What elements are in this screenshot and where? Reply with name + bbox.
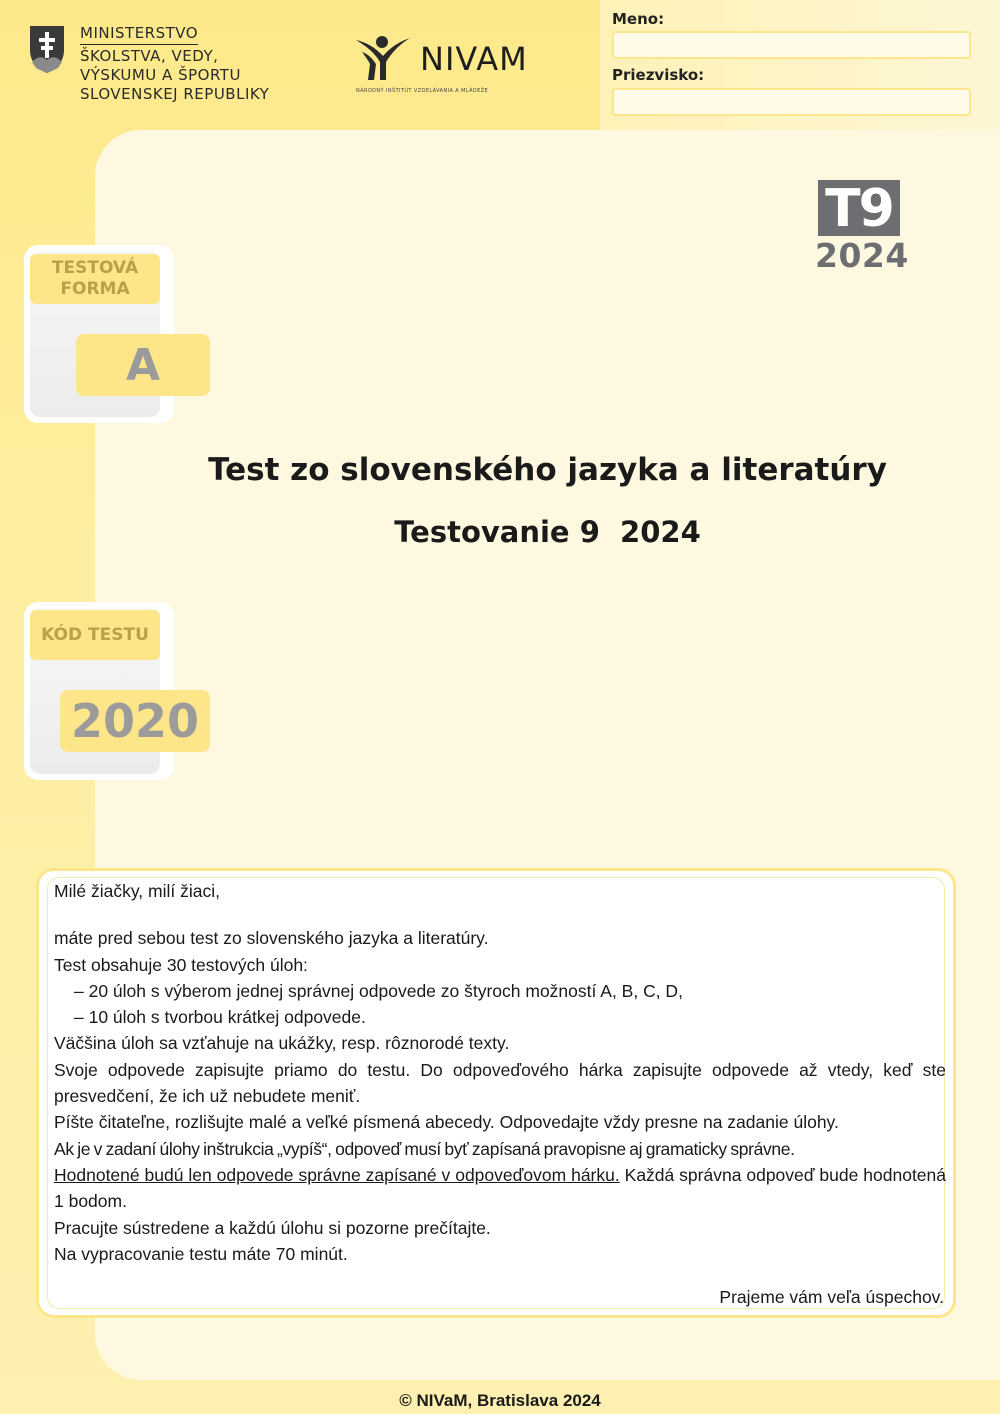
test-form-value: A <box>76 334 210 396</box>
surname-field[interactable] <box>612 88 971 116</box>
t9-badge: T9 <box>818 180 900 236</box>
page-title: Test zo slovenského jazyka a literatúry <box>208 452 887 488</box>
ministry-line: ŠKOLSTVA, VEDY, <box>80 47 219 65</box>
ministry-line: SLOVENSKEJ REPUBLIKY <box>80 85 270 103</box>
name-field[interactable] <box>612 31 971 59</box>
instruction-list-item: – 10 úloh s tvorbou krátkej odpovede. <box>74 1007 366 1028</box>
instruction-line: Píšte čitateľne, rozlišujte malé a veľké písmená abecedy. Odpovedajte vždy presne na zadanie úlohy. <box>54 1112 839 1133</box>
instruction-list-item: – 20 úloh s výberom jednej správnej odpovede zo štyroch možností A, B, C, D, <box>74 980 683 1001</box>
badge-year: 2024 <box>815 236 909 275</box>
nivam-name: NIVAM <box>420 40 528 78</box>
instruction-line: máte pred sebou test zo slovenského jazyka a literatúry. <box>54 928 489 949</box>
instruction-line: Na vypracovanie testu máte 70 minút. <box>54 1243 348 1264</box>
page-subtitle: Testovanie 9 2024 <box>394 515 701 549</box>
footer-copyright: © NIVaM, Bratislava 2024 <box>399 1391 601 1410</box>
ministry-logo <box>28 24 269 104</box>
greeting: Milé žiačky, milí žiaci, <box>54 881 220 901</box>
closing-wish: Prajeme vám veľa úspechov. <box>719 1287 944 1307</box>
instruction-line: Väčšina úloh sa vzťahuje na ukážky, resp. rôznorodé texty. <box>54 1033 510 1054</box>
instruction-line: Svoje odpovede zapisujte priamo do testu. Do odpoveďového hárka zapisujte odpovede až vtedy, keď ste presvedčení, že ich už nebudete meniť. <box>54 1059 946 1107</box>
instruction-line: Test obsahuje 30 testových úloh: <box>54 954 308 975</box>
instruction-line: Ak je v zadaní úlohy inštrukcia „vypíš“, odpoveď musí byť zapísaná pravopisne aj gramaticky správne. <box>54 1138 795 1159</box>
instruction-line <box>54 1162 946 1215</box>
ministry-line: VÝSKUMU A ŠPORTU <box>80 66 241 84</box>
ministry-line: MINISTERSTVO <box>80 24 198 45</box>
ministry-name <box>80 24 269 104</box>
instruction-line: Pracujte sústredene a každú úlohu si pozorne prečítajte. <box>54 1217 491 1238</box>
nivam-logo <box>352 32 532 104</box>
spacer <box>54 904 946 925</box>
nivam-figure-icon <box>352 32 412 82</box>
nivam-subtitle: NÁRODNÝ INŠTITÚT VZDELÁVANIA A MLÁDEŽE <box>356 88 489 94</box>
slovak-crest-icon <box>28 24 66 74</box>
test-form-label: TESTOVÁ FORMA <box>30 254 160 304</box>
instruction-continuation: Každá správna odpoveď bude hodnotená 1 bodom. <box>54 1164 947 1212</box>
test-code-label: KÓD TESTU <box>30 610 160 660</box>
underlined-instruction: Hodnotené budú len odpovede správne zapísané v odpoveďovom hárku. <box>54 1164 620 1185</box>
name-label: Meno: <box>612 10 665 28</box>
test-code-value: 2020 <box>60 690 210 752</box>
surname-label: Priezvisko: <box>612 66 705 84</box>
instructions-text <box>54 878 946 1267</box>
